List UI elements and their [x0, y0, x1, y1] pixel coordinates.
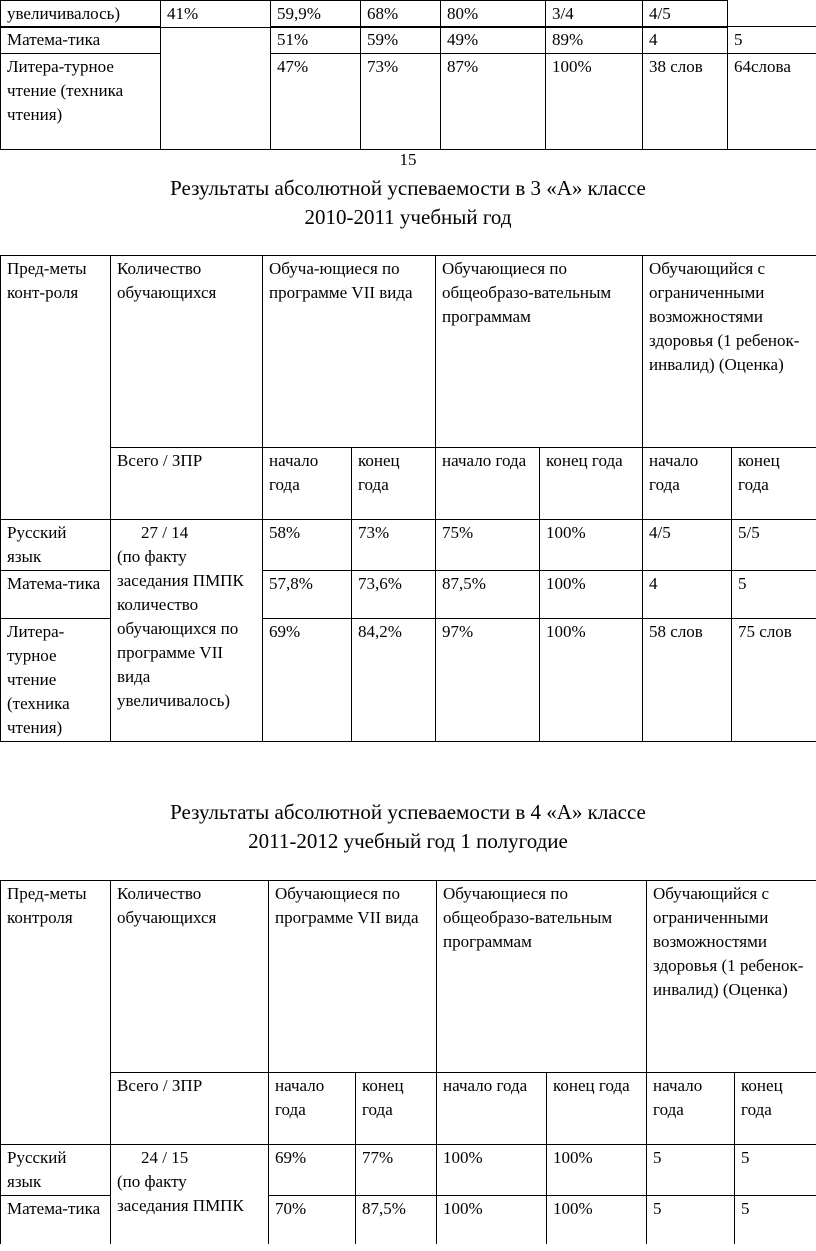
gen-start-cell: 87,5%: [436, 571, 540, 619]
total-cell-continued: [161, 27, 271, 150]
ovz-end-cell: 5/5: [732, 520, 816, 571]
table-row: [1, 520, 816, 571]
gen-start-cell: 49%: [441, 27, 546, 54]
ovz-start-cell: 38 слов: [643, 54, 728, 150]
ovz-end-cell: 64слова: [728, 54, 816, 150]
header-gen-end: конец года: [540, 448, 643, 520]
gen-start-cell: 75%: [436, 520, 540, 571]
subject-cell: Русский язык: [1, 1145, 111, 1196]
ovz-start-cell: 5: [647, 1145, 735, 1196]
gen-start-cell: 97%: [436, 619, 540, 742]
vii-end-cell: 77%: [356, 1145, 437, 1196]
table-row: [1, 1, 728, 28]
vii-start-cell: 47%: [271, 54, 361, 150]
header-row: [1, 881, 816, 1073]
results-table-4a: [0, 880, 816, 1244]
vii-end-cell: 84,2%: [352, 619, 436, 742]
vii-start-cell: 51%: [271, 27, 361, 54]
gen-start-cell: 100%: [437, 1145, 547, 1196]
ovz-start-cell: 58 слов: [643, 619, 732, 742]
header-gen-start: начало года: [437, 1073, 547, 1145]
header-ovz-end: конец года: [732, 448, 816, 520]
gen-start-cell: 80%: [441, 1, 546, 28]
gen-end-cell: 100%: [540, 571, 643, 619]
subheader-row: [1, 1073, 816, 1145]
gen-end-cell: 100%: [540, 619, 643, 742]
ovz-start-cell: 4/5: [643, 1, 728, 28]
ovz-end-cell: 5: [735, 1196, 816, 1244]
gen-start-cell: 87%: [441, 54, 546, 150]
table-row: [1, 27, 816, 54]
ovz-start-cell: 5: [647, 1196, 735, 1244]
header-vii-end: конец года: [352, 448, 436, 520]
header-vii-end: конец года: [356, 1073, 437, 1145]
header-subjects: Пред-меты конт-роля: [1, 256, 111, 520]
page-number: 15: [399, 150, 417, 169]
ovz-end-cell: 5: [732, 571, 816, 619]
vii-end-cell: 59%: [361, 27, 441, 54]
ovz-end-cell: 75 слов: [732, 619, 816, 742]
header-vii: Обуча-ющиеся по программе VII вида: [263, 256, 436, 448]
header-ovz-start: начало года: [647, 1073, 735, 1145]
subject-cell: увеличивалось): [1, 1, 161, 28]
count-value: 24 / 15: [141, 1148, 189, 1167]
vii-end-cell: 73,6%: [352, 571, 436, 619]
gen-end-cell: 100%: [547, 1145, 647, 1196]
header-row: [1, 256, 816, 448]
subject-cell: Литера-турное чтение (техника чтения): [1, 54, 161, 150]
table-row: [1, 54, 816, 150]
subject-cell: Матема-тика: [1, 27, 161, 54]
header-ovz: Обучающийся с ограниченными возможностями здоровья (1 ребенок-инвалид) (Оценка): [643, 256, 816, 448]
header-subjects: Пред-меты контроля: [1, 881, 111, 1145]
header-vii-start: начало года: [269, 1073, 356, 1145]
subject-cell: Матема-тика: [1, 1196, 111, 1244]
header-total-zpr: Всего / ЗПР: [111, 448, 263, 520]
header-vii-start: начало года: [263, 448, 352, 520]
count-value: 27 / 14: [141, 523, 189, 542]
gen-end-cell: 100%: [540, 520, 643, 571]
gen-end-cell: 100%: [547, 1196, 647, 1244]
subject-cell: Матема-тика: [1, 571, 111, 619]
vii-end-cell: 73%: [352, 520, 436, 571]
subheader-row: [1, 448, 816, 520]
results-table-3a: [0, 255, 816, 742]
total-cell: 41%: [161, 1, 271, 28]
header-gen-end: конец года: [547, 1073, 647, 1145]
subject-cell: Русский язык: [1, 520, 111, 571]
table-row: [1, 1145, 816, 1196]
header-ovz-end: конец года: [735, 1073, 816, 1145]
vii-start-cell: 70%: [269, 1196, 356, 1244]
header-general: Обучающиеся по общеобразо-вательным программам: [437, 881, 647, 1073]
vii-start-cell: 57,8%: [263, 571, 352, 619]
ovz-end-cell: 5: [735, 1145, 816, 1196]
header-vii: Обучающиеся по программе VII вида: [269, 881, 437, 1073]
vii-end-cell: 73%: [361, 54, 441, 150]
header-ovz: Обучающийся с ограниченными возможностями здоровья (1 ребенок-инвалид) (Оценка): [647, 881, 816, 1073]
ovz-start-cell: 4: [643, 571, 732, 619]
count-cell: [111, 1145, 269, 1244]
top-results-table: [0, 0, 728, 28]
ovz-end-cell: 5: [728, 27, 816, 54]
vii-end-cell: 68%: [361, 1, 441, 28]
count-note: (по факту заседания ПМПК количество обучающихся по программе VII вида увеличивалось): [117, 547, 244, 710]
top-results-table-lower: [0, 26, 816, 150]
count-note: (по факту заседания ПМПК: [117, 1172, 244, 1215]
gen-end-cell: 3/4: [546, 1, 643, 28]
gen-end-cell: 100%: [546, 54, 643, 150]
count-cell: [111, 520, 263, 742]
vii-start-cell: 58%: [263, 520, 352, 571]
vii-start-cell: 59,9%: [271, 1, 361, 28]
vii-start-cell: 69%: [263, 619, 352, 742]
section-3a-subtitle: 2010-2011 учебный год: [304, 205, 512, 229]
header-count: Количество обучающихся: [111, 256, 263, 448]
vii-end-cell: 87,5%: [356, 1196, 437, 1244]
header-gen-start: начало года: [436, 448, 540, 520]
ovz-start-cell: 4: [643, 27, 728, 54]
ovz-start-cell: 4/5: [643, 520, 732, 571]
vii-start-cell: 69%: [269, 1145, 356, 1196]
subject-cell: Литера-турное чтение (техника чтения): [1, 619, 111, 742]
header-total-zpr: Всего / ЗПР: [111, 1073, 269, 1145]
section-4a-subtitle: 2011-2012 учебный год 1 полугодие: [248, 829, 568, 853]
gen-start-cell: 100%: [437, 1196, 547, 1244]
section-4a-title: Результаты абсолютной успеваемости в 4 «А» классе: [170, 800, 646, 824]
header-general: Обучающиеся по общеобразо-вательным программам: [436, 256, 643, 448]
gen-end-cell: 89%: [546, 27, 643, 54]
section-3a-title: Результаты абсолютной успеваемости в 3 «А» классе: [170, 176, 646, 200]
header-count: Количество обучающихся: [111, 881, 269, 1073]
header-ovz-start: начало года: [643, 448, 732, 520]
